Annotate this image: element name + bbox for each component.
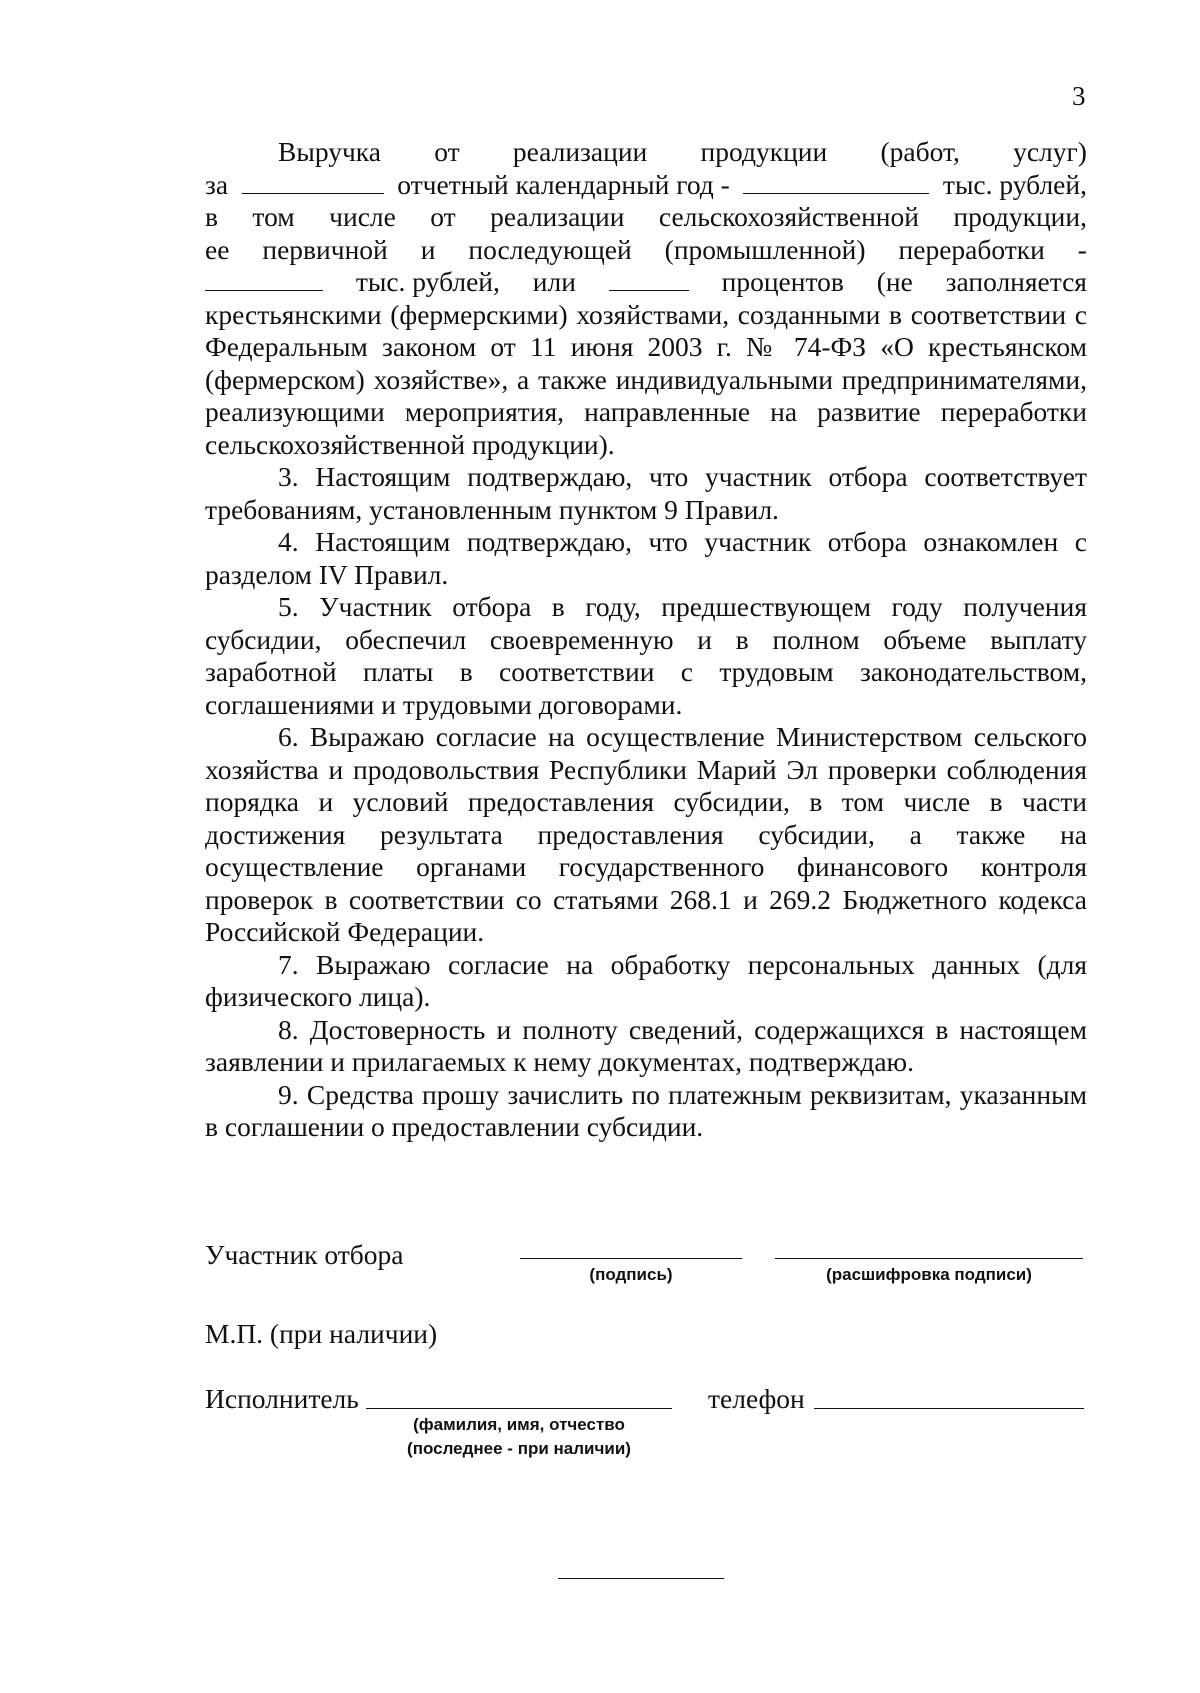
word: последующей — [468, 233, 632, 265]
signature-decoding-hint: (расшифровка подписи) — [826, 1265, 1032, 1284]
word: продукции, — [953, 201, 1087, 232]
word: реализации — [512, 136, 648, 167]
paragraph-9: 9. Средства прошу зачислить по платежным реквизитам, указанным в соглашении о предоставлении субсидии. — [205, 1078, 1087, 1142]
word: Выручка — [278, 136, 381, 167]
revenue-line-5 — [205, 266, 1087, 299]
word: - — [1077, 233, 1087, 265]
text-fragment: тыс. рублей, — [355, 266, 500, 297]
word: ее — [205, 233, 230, 265]
revenue-paragraph-rest: крестьянскими (фермерскими) хозяйствами, созданными в соответствии с Федеральным законом от 11 июня 2003 г. № 74-ФЗ «О крестьянском (фермерском) хозяйстве», а также индивидуальными предпринимателями, реализующими мероприятия, направленные на развитие переработки сельскохозяйственной продукции). — [205, 298, 1087, 460]
word: сельскохозяйственной — [658, 201, 919, 232]
phone-line[interactable] — [814, 1408, 1084, 1409]
signature-line[interactable] — [520, 1258, 742, 1259]
footer-divider — [558, 1578, 724, 1579]
paragraph-5: 5. Участник отбора в году, предшествующем году получения субсидии, обеспечил своевременную и в полном объеме выплату заработной платы в соответствии с трудовым законодательством, соглашениями и трудовыми договорами. — [205, 591, 1087, 720]
text-fragment: отчетный календарный год - — [397, 168, 730, 200]
year-blank-field[interactable] — [242, 173, 384, 194]
percent-blank-field[interactable] — [609, 270, 689, 291]
word: том — [252, 201, 295, 232]
word: (промышленной) — [664, 233, 866, 265]
participant-label: Участник отбора — [205, 1239, 404, 1270]
paragraph-7: 7. Выражаю согласие на обработку персональных данных (для физического лица). — [205, 948, 1087, 1012]
phone-label: телефон — [708, 1383, 805, 1414]
revenue-line-3 — [205, 201, 1087, 234]
signature-decoding-line[interactable] — [775, 1258, 1083, 1259]
executor-name-line[interactable] — [366, 1408, 672, 1409]
word: услуг) — [1013, 136, 1087, 167]
word: переработки — [898, 233, 1045, 265]
paragraph-6: 6. Выражаю согласие на осуществление Министерством сельского хозяйства и продовольствия Республики Марий Эл проверки соблюдения порядка и условий предоставления субсидии, в том числе в части достижения результата предоставления субсидии, а также на осуществление органами государственного финансового контроля проверок в соответствии со статьями 268.1 и 269.2 Бюджетного кодекса Российской Федерации. — [205, 721, 1087, 947]
executor-label: Исполнитель — [205, 1383, 359, 1414]
word: заполняется — [945, 266, 1087, 297]
page-number: 3 — [1072, 81, 1086, 111]
revenue-amount-blank-field[interactable] — [743, 173, 929, 194]
word: (не — [876, 266, 913, 297]
revenue-line-2 — [205, 169, 1087, 202]
word: числе — [329, 201, 396, 232]
word: первичной — [262, 233, 388, 265]
word: или — [532, 266, 576, 297]
signature-hint: (подпись) — [589, 1265, 673, 1284]
word: процентов — [721, 266, 844, 297]
stamp-label: М.П. (при наличии) — [205, 1318, 438, 1349]
executor-hint-2: (последнее - при наличии) — [407, 1439, 631, 1458]
revenue-line-4 — [205, 234, 1087, 267]
text-fragment: тыс. рублей, — [942, 168, 1087, 200]
word: за — [205, 168, 229, 200]
revenue-paragraph — [205, 136, 1087, 461]
document-body — [205, 136, 1087, 1144]
word: реализации — [490, 201, 625, 232]
revenue-line-1 — [205, 136, 1087, 169]
word: от — [434, 136, 460, 167]
word: от — [430, 201, 456, 232]
word: в — [205, 201, 218, 232]
paragraph-8: 8. Достоверность и полноту сведений, содержащихся в настоящем заявлении и прилагаемых к нему документах, подтверждаю. — [205, 1013, 1087, 1077]
word: (работ, — [880, 136, 960, 167]
paragraph-3: 3. Настоящим подтверждаю, что участник отбора соответствует требованиям, установленным пунктом 9 Правил. — [205, 461, 1087, 525]
agri-revenue-blank-field[interactable] — [205, 270, 323, 291]
word: продукции — [700, 136, 828, 167]
executor-hint-1: (фамилия, имя, отчество — [413, 1415, 625, 1434]
paragraph-4: 4. Настоящим подтверждаю, что участник отбора ознакомлен с разделом IV Правил. — [205, 526, 1087, 590]
word: и — [420, 233, 436, 265]
